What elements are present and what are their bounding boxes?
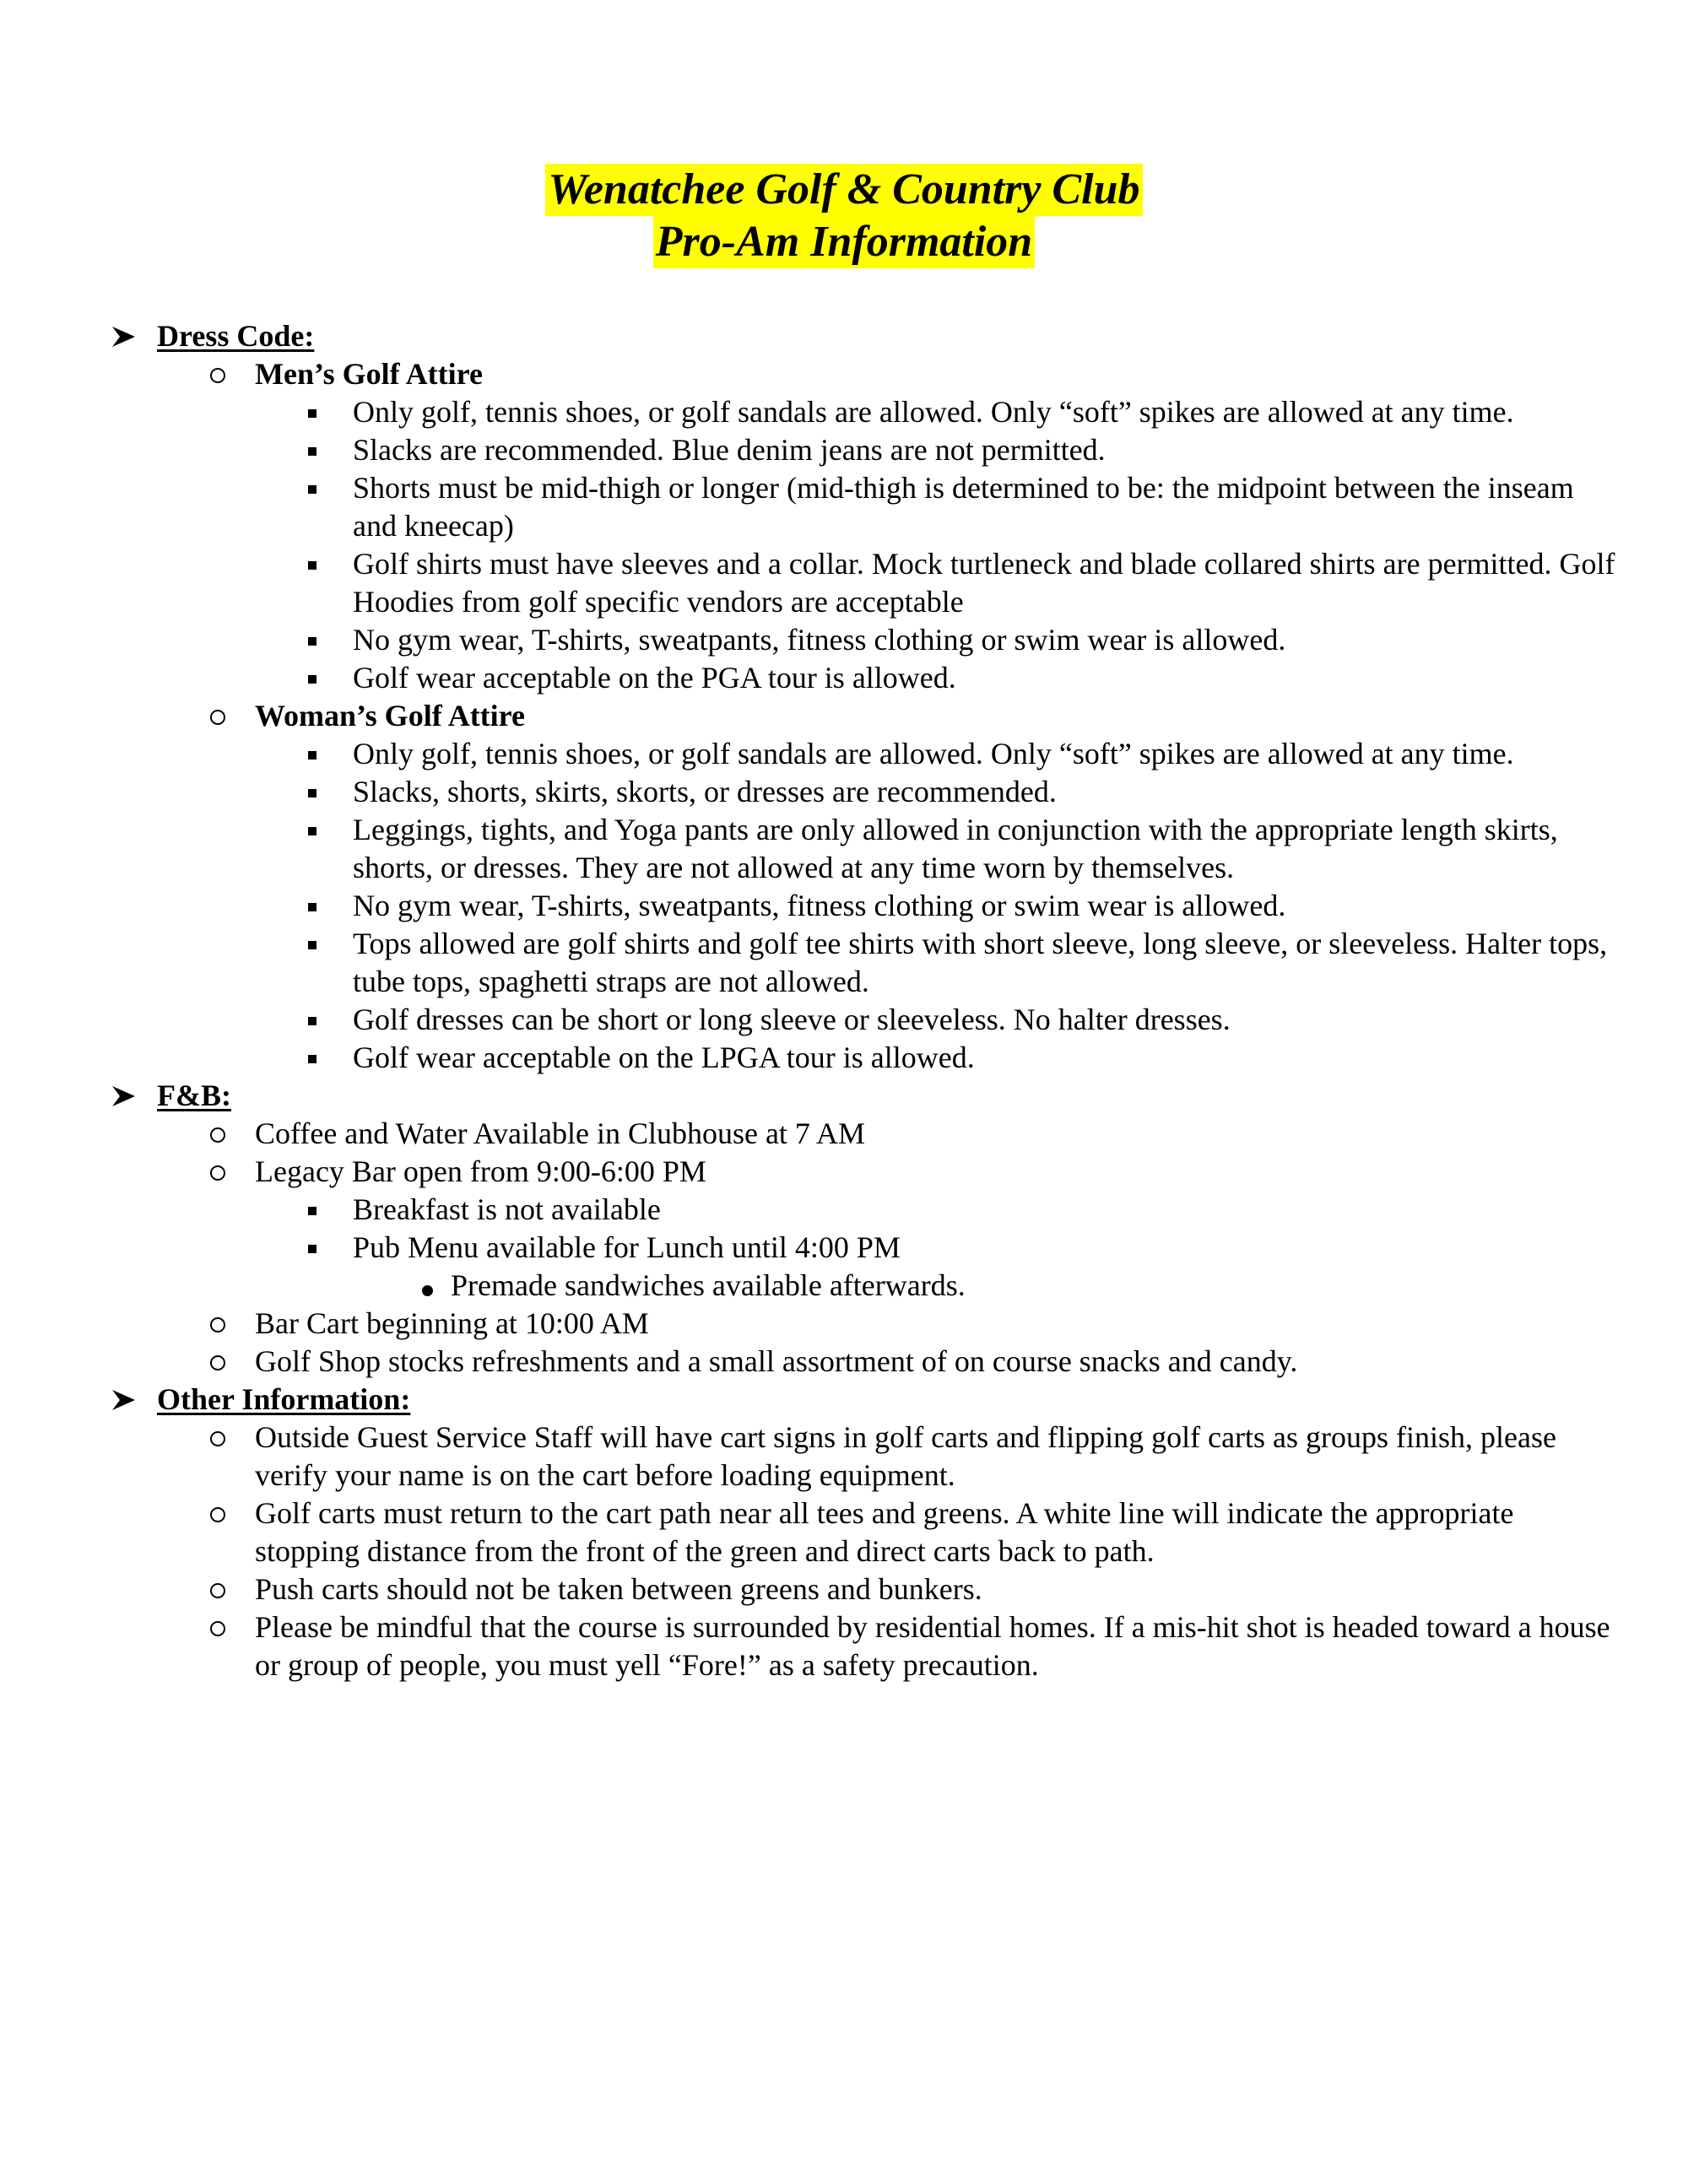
list-item-text: Slacks are recommended. Blue denim jeans are not permitted. <box>353 433 1106 467</box>
list-item-text: Bar Cart beginning at 10:00 AM <box>255 1306 649 1340</box>
arrow-bullet-icon <box>111 317 139 355</box>
square-bullet-icon <box>308 545 320 583</box>
square-bullet-icon <box>308 659 320 697</box>
circle-bullet-icon <box>208 1343 227 1381</box>
arrow-bullet-icon <box>111 1077 139 1115</box>
list-item-text: Tops allowed are golf shirts and golf tee shirts with short sleeve, long sleeve, or sleeveless. Halter tops, tube tops, spaghetti straps are not allowed. <box>353 927 1608 998</box>
title-line-club: Wenatchee Golf & Country Club <box>545 164 1142 216</box>
list-item <box>0 887 1688 925</box>
list-item <box>0 1153 1688 1191</box>
list-item <box>0 1343 1688 1381</box>
list-item-text: Slacks, shorts, skirts, skorts, or dresses are recommended. <box>353 775 1057 808</box>
list-item-text: Golf carts must return to the cart path near all tees and greens. A white line will indicate the appropriate stopping distance from the front of the green and direct carts back to path. <box>255 1496 1514 1568</box>
title-line-proam: Pro-Am Information <box>653 216 1035 268</box>
dot-bullet-icon <box>422 1267 436 1305</box>
list-item-text: Leggings, tights, and Yoga pants are only allowed in conjunction with the appropriate length skirts, shorts, or dresses. They are not allowed at any time worn by themselves. <box>353 813 1558 884</box>
square-bullet-icon <box>308 925 320 963</box>
list-item-text: Golf Shop stocks refreshments and a small assortment of on course snacks and candy. <box>255 1344 1298 1378</box>
list-item <box>0 393 1688 431</box>
square-bullet-icon <box>308 1001 320 1039</box>
square-bullet-icon <box>308 621 320 659</box>
list-item <box>0 1495 1688 1570</box>
square-bullet-icon <box>308 469 320 507</box>
list-item <box>0 545 1688 621</box>
circle-bullet-icon <box>208 1419 227 1457</box>
circle-bullet-icon <box>208 1608 227 1646</box>
subsection-womens-attire <box>0 697 1688 735</box>
circle-bullet-icon <box>208 1570 227 1608</box>
list-item <box>0 1229 1688 1267</box>
section-other-information <box>0 1381 1688 1419</box>
list-item-text: Only golf, tennis shoes, or golf sandals are allowed. Only “soft” spikes are allowed at any time. <box>353 737 1514 770</box>
square-bullet-icon <box>308 1229 320 1267</box>
list-item-text: Pub Menu available for Lunch until 4:00 PM <box>353 1230 901 1264</box>
square-bullet-icon <box>308 1039 320 1077</box>
circle-bullet-icon <box>208 1153 227 1191</box>
list-item-text: Only golf, tennis shoes, or golf sandals are allowed. Only “soft” spikes are allowed at any time. <box>353 395 1514 429</box>
square-bullet-icon <box>308 735 320 773</box>
circle-bullet-icon <box>208 1495 227 1533</box>
arrow-bullet-icon <box>111 1381 139 1419</box>
square-bullet-icon <box>308 773 320 811</box>
list-item-text: Coffee and Water Available in Clubhouse at 7 AM <box>255 1116 865 1150</box>
list-item <box>0 811 1688 887</box>
list-item-text: Breakfast is not available <box>353 1192 661 1226</box>
list-item-text: Shorts must be mid-thigh or longer (mid-thigh is determined to be: the midpoint between the inseam and kneecap) <box>353 471 1574 543</box>
section-heading-fb: F&B: <box>157 1078 231 1112</box>
section-heading-other: Other Information: <box>157 1382 411 1416</box>
list-item <box>0 1039 1688 1077</box>
square-bullet-icon <box>308 1191 320 1229</box>
subsection-heading-mens: Men’s Golf Attire <box>255 357 483 391</box>
list-item <box>0 431 1688 469</box>
list-item-text: Premade sandwiches available afterwards. <box>451 1268 966 1302</box>
list-item <box>0 1570 1688 1608</box>
list-item-text: Golf shirts must have sleeves and a collar. Mock turtleneck and blade collared shirts are permitted. Golf Hoodies from golf specific vendors are acceptable <box>353 547 1615 619</box>
list-item <box>0 1419 1688 1495</box>
document-body <box>0 317 1688 1684</box>
list-item-text: Push carts should not be taken between greens and bunkers. <box>255 1572 982 1606</box>
list-item-text: Golf wear acceptable on the PGA tour is allowed. <box>353 661 956 695</box>
section-dress-code <box>0 317 1688 355</box>
square-bullet-icon <box>308 811 320 849</box>
list-item <box>0 773 1688 811</box>
list-item-text: Please be mindful that the course is surrounded by residential homes. If a mis-hit shot is headed toward a house or group of people, you must yell “Fore!” as a safety precaution. <box>255 1610 1610 1682</box>
list-item-text: No gym wear, T-shirts, sweatpants, fitness clothing or swim wear is allowed. <box>353 623 1286 657</box>
section-fb <box>0 1077 1688 1115</box>
list-item <box>0 1267 1688 1305</box>
circle-bullet-icon <box>208 1305 227 1343</box>
list-item <box>0 1115 1688 1153</box>
list-item <box>0 735 1688 773</box>
square-bullet-icon <box>308 431 320 469</box>
circle-bullet-icon <box>208 1115 227 1153</box>
square-bullet-icon <box>308 393 320 431</box>
list-item <box>0 1001 1688 1039</box>
square-bullet-icon <box>308 887 320 925</box>
list-item <box>0 1305 1688 1343</box>
circle-bullet-icon <box>208 697 227 735</box>
subsection-mens-attire <box>0 355 1688 393</box>
list-item-text: Legacy Bar open from 9:00-6:00 PM <box>255 1154 706 1188</box>
list-item-text: Outside Guest Service Staff will have cart signs in golf carts and flipping golf carts as groups finish, please verify your name is on the cart before loading equipment. <box>255 1420 1556 1492</box>
document-title <box>0 164 1688 268</box>
subsection-heading-womens: Woman’s Golf Attire <box>255 699 525 733</box>
list-item-text: Golf wear acceptable on the LPGA tour is allowed. <box>353 1041 975 1074</box>
section-heading-dress-code: Dress Code: <box>157 319 315 353</box>
circle-bullet-icon <box>208 355 227 393</box>
list-item-text: No gym wear, T-shirts, sweatpants, fitness clothing or swim wear is allowed. <box>353 889 1286 922</box>
list-item <box>0 469 1688 545</box>
list-item <box>0 925 1688 1001</box>
list-item-text: Golf dresses can be short or long sleeve or sleeveless. No halter dresses. <box>353 1003 1231 1036</box>
list-item <box>0 659 1688 697</box>
list-item <box>0 1191 1688 1229</box>
list-item <box>0 1608 1688 1684</box>
list-item <box>0 621 1688 659</box>
